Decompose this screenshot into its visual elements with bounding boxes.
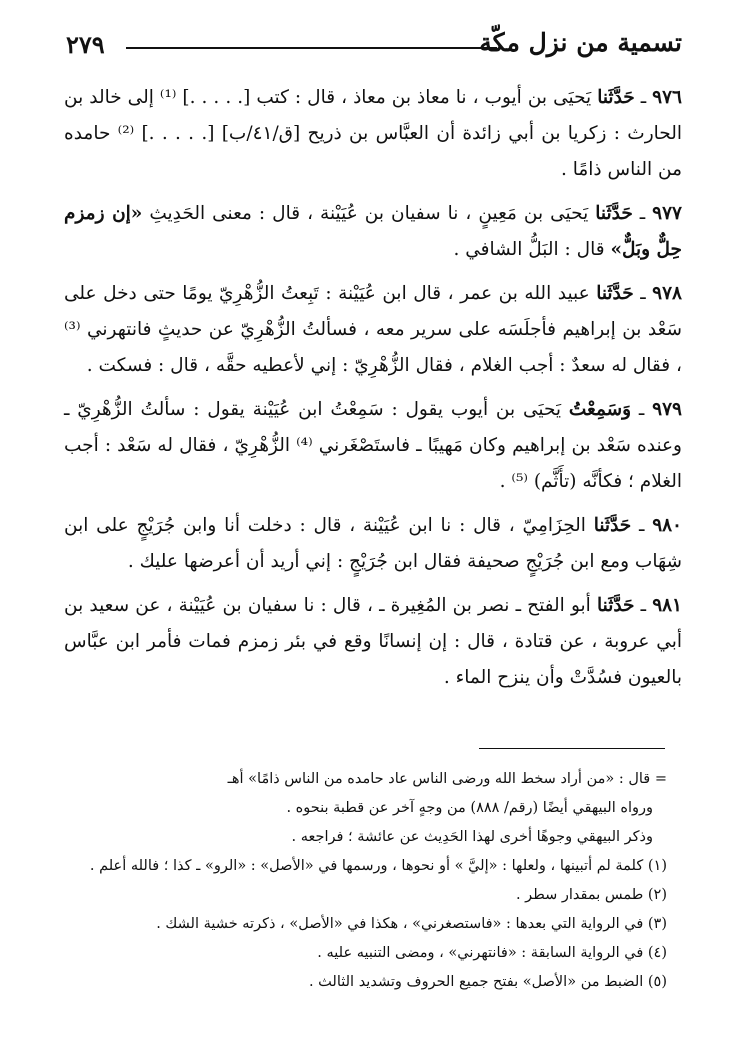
entry-text: يَحيَى بن أيوب ، نا معاذ بن معاذ ، قال : كتب [. . . . .] ⁽¹⁾ إلى خالد بن الحارث : زكريا بن أبي زائدة أن العبَّاس بن ذريح [ق/٤١/ب] [. . . . .] ⁽²⁾ حامده من الناس ذامًا . [64,87,682,180]
footnote-separator [479,748,665,749]
footnote-5: (٥) الضبط من «الأصل» بفتح جميع الحروف وتشديد الثالث . [308,974,667,990]
footnote-continuation: وذكر البيهقي وجوهًا أخرى لهذا الحَدِيث عن عائشة ؛ فراجعه . [291,829,653,845]
entry-number: ٩٧٨ [652,283,682,304]
header-rule [126,47,497,49]
entry-text: يَحيَى بن مَعِينٍ ، نا سفيان بن عُيَيْنة ، قال : معنى الحَدِيثِ [149,203,589,224]
chapter-title: تسمية من نزل مكّة [479,28,682,57]
entry-text-after: قال : البَلُّ الشافي . [453,239,605,260]
entry-quote: «إن زمزم حِلٌّ وبَلٌّ» [64,203,682,260]
entry-lead: حَدَّثَنا [597,87,635,108]
footnote-1: (١) كلمة لم أتبينها ، ولعلها : «إليَّ » أو نحوها ، ورسمها في «الأصل» : «الرو» ـ كذا ؛ فالله أعلم . [89,858,667,874]
entry-lead: حَدَّثَنا [596,595,635,616]
footnote-4: (٤) في الرواية السابقة : «فانتهرني» ، ومضى التنبيه عليه . [317,945,667,961]
entry-number: ٩٧٦ [652,87,682,108]
page-number: ٢٧٩ [66,30,105,59]
entry-text: يَحيَى بن أيوب يقول : سَمِعْتُ ابن عُيَيْنة يقول : سألتُ الزُّهْرِيّ ـ وعنده سَعْد بن إبراهيم وكان مَهيبًا ـ فاستَصْغَرني ⁽⁴⁾ الزُّهْرِيّ ، فقال له سَعْد : أجب الغلام ؛ فكأنَّه (تأَثَّم) ⁽⁵⁾ . [64,399,682,492]
footnote-2: (٢) طمس بمقدار سطر . [515,887,667,903]
entry-981: ٩٨١ ـ حَدَّثَنا أبو الفتح ـ نصر بن المُغِيرة ـ ، قال : نا سفيان بن عُيَيْنة ، عن سعيد بن أبي عروبة ، عن قتادة ، قال : إن إنسانًا وقع في بئر زمزم فمات فأمر ابن عبَّاس بالعيون فسُدَّتْ وأن ينزح الماء . [64,595,682,688]
footnote-3: (٣) في الرواية التي بعدها : «فاستصغرني» ، هكذا في «الأصل» ، ذكرته خشية الشك . [156,916,667,932]
entry-number: ٩٧٩ [652,399,682,420]
entry-lead: حَدَّثَنا [593,515,632,536]
entry-text: أبو الفتح ـ نصر بن المُغِيرة ـ ، قال : نا سفيان بن عُيَيْنة ، عن سعيد بن أبي عروبة ، عن قتادة ، قال : إن إنسانًا وقع في بئر زمزم فمات فأمر ابن عبَّاس بالعيون فسُدَّتْ وأن ينزح الماء . [64,595,682,688]
entry-lead: وَسَمِعْتُ [568,399,632,420]
entry-978: ٩٧٨ ـ حَدَّثَنا عبيد الله بن عمر ، قال ابن عُيَيْنة : تَبِعتُ الزُّهْرِيّ يومًا حتى دخل على سَعْد بن إبراهيم فأجلَسَه على سرير معه ، فسألتُ الزُّهْرِيّ عن حديثٍ فانتهرني ⁽³⁾ ، فقال له سعدٌ : أجب الغلام ، فقال الزُّهْرِيّ : إني لأعطيه حقَّه ، قال : فسكت . [64,283,682,376]
entry-text: الحِزَامِيّ ، قال : نا ابن عُيَيْنة ، قال : دخلت أنا وابن جُرَيْجٍ على ابن شِهَاب ومع ابن جُرَيْجٍ صحيفة فقال ابن جُرَيْجٍ : إني أريد أن أعرضها عليك . [64,515,682,572]
entry-980: ٩٨٠ ـ حَدَّثَنا الحِزَامِيّ ، قال : نا ابن عُيَيْنة ، قال : دخلت أنا وابن جُرَيْجٍ على ابن شِهَاب ومع ابن جُرَيْجٍ صحيفة فقال ابن جُرَيْجٍ : إني أريد أن أعرضها عليك . [64,515,682,572]
entry-number: ٩٨٠ [652,515,682,536]
running-header [66,28,682,62]
entry-number: ٩٨١ [652,595,682,616]
footnote-continuation: = قال : «من أراد سخط الله ورضى الناس عاد حامده من الناس ذامًا» أهـ [227,771,667,787]
footnote-continuation: ورواه البيهقي أيضًا (رقم/ ٨٨٨) من وجهٍ آخر عن قطبة بنحوه . [286,800,653,816]
entry-lead: حَدَّثَنا [596,283,634,304]
entry-977: ٩٧٧ ـ حَدَّثَنا يَحيَى بن مَعِينٍ ، نا سفيان بن عُيَيْنة ، قال : معنى الحَدِيثِ «إن زمزم حِلٌّ وبَلٌّ» قال : البَلُّ الشافي . [64,203,682,260]
entry-976: ٩٧٦ ـ حَدَّثَنا يَحيَى بن أيوب ، نا معاذ بن معاذ ، قال : كتب [. . . . .] ⁽¹⁾ إلى خالد بن الحارث : زكريا بن أبي زائدة أن العبَّاس بن ذريح [ق/٤١/ب] [. . . . .] ⁽²⁾ حامده من الناس ذامًا . [64,87,682,180]
entry-lead: حَدَّثَنا [595,203,633,224]
entry-text: عبيد الله بن عمر ، قال ابن عُيَيْنة : تَبِعتُ الزُّهْرِيّ يومًا حتى دخل على سَعْد بن إبراهيم فأجلَسَه على سرير معه ، فسألتُ الزُّهْرِيّ عن حديثٍ فانتهرني ⁽³⁾ ، فقال له سعدٌ : أجب الغلام ، فقال الزُّهْرِيّ : إني لأعطيه حقَّه ، قال : فسكت . [64,283,682,376]
main-text [64,80,682,704]
entry-979: ٩٧٩ ـ وَسَمِعْتُ يَحيَى بن أيوب يقول : سَمِعْتُ ابن عُيَيْنة يقول : سألتُ الزُّهْرِيّ ـ وعنده سَعْد بن إبراهيم وكان مَهيبًا ـ فاستَصْغَرني ⁽⁴⁾ الزُّهْرِيّ ، فقال له سَعْد : أجب الغلام ؛ فكأنَّه (تأَثَّم) ⁽⁵⁾ . [64,399,682,492]
entry-number: ٩٧٧ [652,203,682,224]
footnotes [64,765,667,997]
